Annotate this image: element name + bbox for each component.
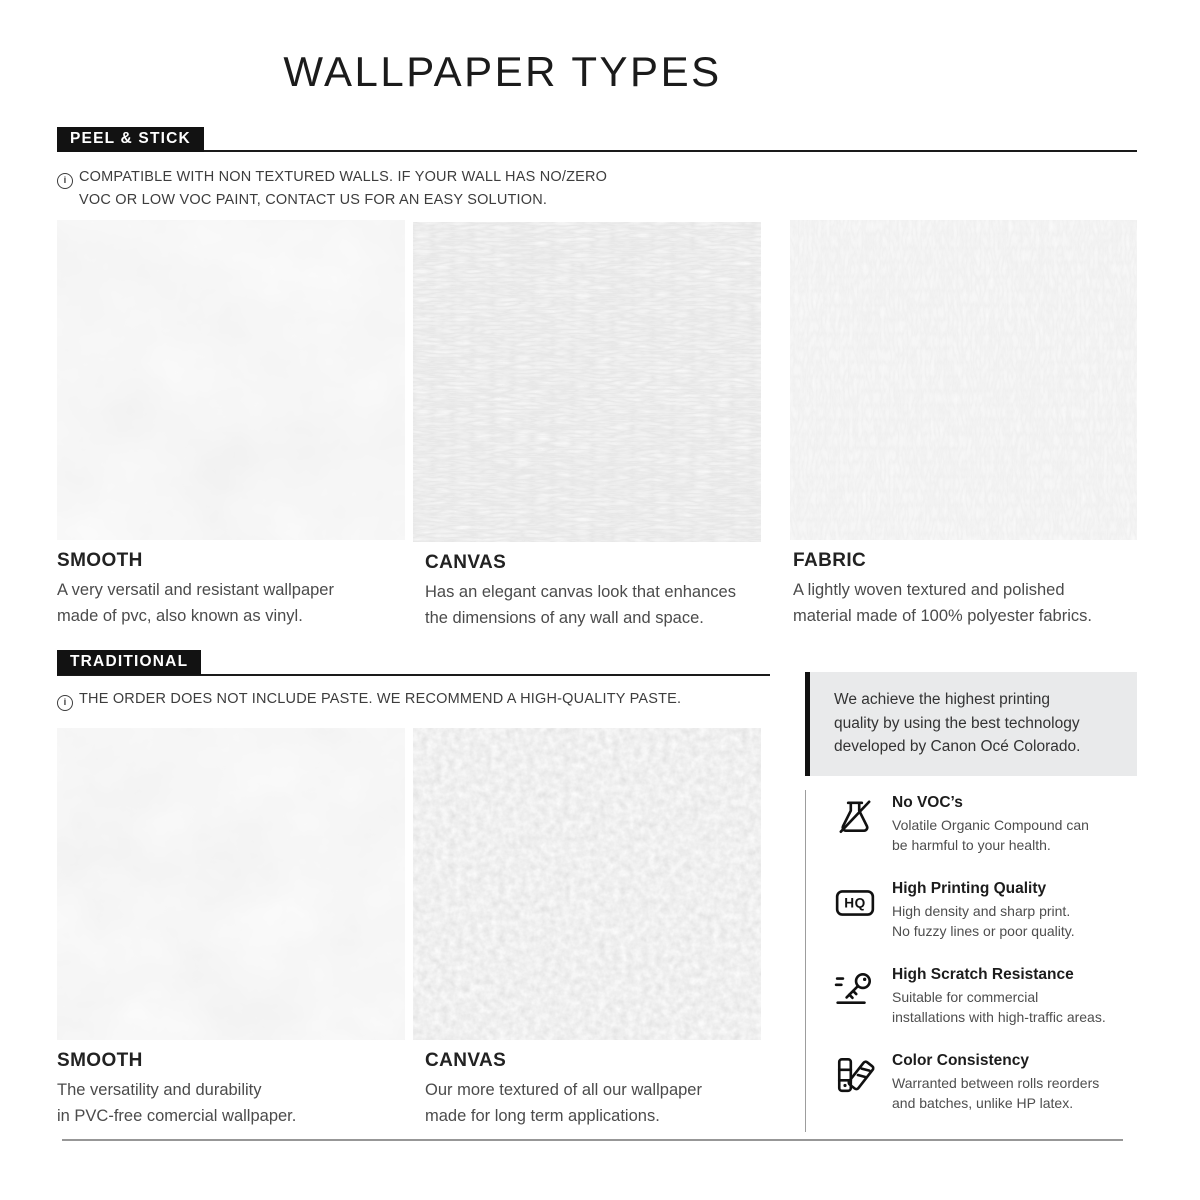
feature-title: High Scratch Resistance — [892, 966, 1074, 983]
feature-desc-line: Volatile Organic Compound can — [892, 817, 1089, 833]
column-traditional-canvas — [413, 728, 761, 1129]
column-peel-canvas — [413, 222, 761, 631]
feature-desc-line: Suitable for commercial — [892, 989, 1039, 1005]
features-panel — [805, 790, 1137, 1132]
swatch-desc-line: The versatility and durability — [57, 1081, 262, 1099]
swatch-name: CANVAS — [425, 552, 507, 573]
section-label-peel-stick: PEEL & STICK — [57, 127, 204, 152]
quote-line: developed by Canon Océ Colorado. — [834, 738, 1081, 755]
swatch-description — [413, 1077, 761, 1129]
swatch-desc-line: made for long term applications. — [425, 1107, 660, 1125]
canvas-texture-image — [413, 222, 761, 542]
feature-description — [892, 902, 1138, 941]
feature-description — [892, 1074, 1138, 1113]
swatch-desc-line: made of pvc, also known as vinyl. — [57, 607, 303, 625]
peel-stick-divider-line — [57, 150, 1137, 152]
smooth-texture-image — [57, 728, 405, 1040]
no-voc-flask-icon — [834, 796, 876, 838]
feature-desc-line: Warranted between rolls reorders — [892, 1075, 1100, 1091]
feature-desc-line: High density and sharp print. — [892, 903, 1071, 919]
feature-desc-line: be harmful to your health. — [892, 836, 1051, 853]
quality-statement-box — [805, 672, 1137, 776]
swatch-name: CANVAS — [425, 1050, 507, 1071]
page-title: WALLPAPER TYPES — [283, 48, 722, 95]
swatch-description — [57, 577, 405, 629]
swatch-desc-line: in PVC-free comercial wallpaper. — [57, 1107, 297, 1125]
feature-description — [892, 816, 1138, 855]
swatch-description — [57, 1077, 405, 1129]
swatch-description — [413, 579, 761, 631]
quote-line: quality by using the best technology — [834, 714, 1080, 732]
info-icon: i — [57, 173, 73, 189]
texture-swatch-fabric-woven — [790, 220, 1137, 540]
color-swatches-icon — [834, 1054, 876, 1096]
texture-swatch-smooth-vinyl — [57, 220, 405, 540]
swatch-name: SMOOTH — [57, 1050, 143, 1071]
info-icon: i — [57, 695, 73, 711]
swatch-desc-line: material made of 100% polyester fabrics. — [793, 607, 1092, 625]
swatch-desc-line: Has an elegant canvas look that enhances — [425, 583, 736, 601]
texture-swatch-canvas-rough — [413, 728, 761, 1040]
swatch-description — [790, 577, 1137, 629]
feature-desc-line: installations with high-traffic areas. — [892, 1008, 1106, 1025]
bottom-divider-line — [62, 1139, 1123, 1141]
swatch-name: SMOOTH — [57, 550, 143, 571]
hq-badge-icon — [834, 882, 876, 924]
fabric-texture-image — [790, 220, 1137, 540]
feature-desc-line: No fuzzy lines or poor quality. — [892, 922, 1075, 939]
swatch-desc-line: A very versatil and resistant wallpaper — [57, 581, 334, 599]
column-peel-fabric — [790, 220, 1137, 629]
note-line-1: COMPATIBLE WITH NON TEXTURED WALLS. IF YOUR WALL HAS NO/ZERO — [79, 169, 608, 185]
peel-stick-note — [57, 166, 607, 211]
texture-swatch-smooth-pvc-free — [57, 728, 405, 1040]
hq-badge-text: HQ — [844, 895, 866, 911]
swatch-desc-line: the dimensions of any wall and space. — [425, 609, 704, 627]
key-scratch-icon — [834, 968, 876, 1010]
smooth-texture-image — [57, 220, 405, 540]
traditional-note — [57, 688, 681, 711]
feature-title: No VOC’s — [892, 794, 963, 811]
texture-swatch-canvas-weave — [413, 222, 761, 542]
feature-description — [892, 988, 1138, 1027]
feature-title: High Printing Quality — [892, 880, 1047, 897]
quote-line: We achieve the highest printing — [834, 691, 1050, 708]
rough-canvas-texture-image — [413, 728, 761, 1040]
feature-desc-line: and batches, unlike HP latex. — [892, 1094, 1074, 1111]
section-label-traditional: TRADITIONAL — [57, 650, 201, 675]
column-peel-smooth — [57, 220, 405, 629]
swatch-name: FABRIC — [793, 550, 867, 571]
swatch-desc-line: A lightly woven textured and polished — [793, 581, 1065, 599]
swatch-desc-line: Our more textured of all our wallpaper — [425, 1081, 702, 1099]
feature-title: Color Consistency — [892, 1052, 1029, 1069]
note-line-1: THE ORDER DOES NOT INCLUDE PASTE. WE RECOMMEND A HIGH-QUALITY PASTE. — [79, 691, 682, 707]
column-traditional-smooth — [57, 728, 405, 1129]
note-line-2: VOC OR LOW VOC PAINT, CONTACT US FOR AN EASY SOLUTION. — [79, 192, 548, 208]
